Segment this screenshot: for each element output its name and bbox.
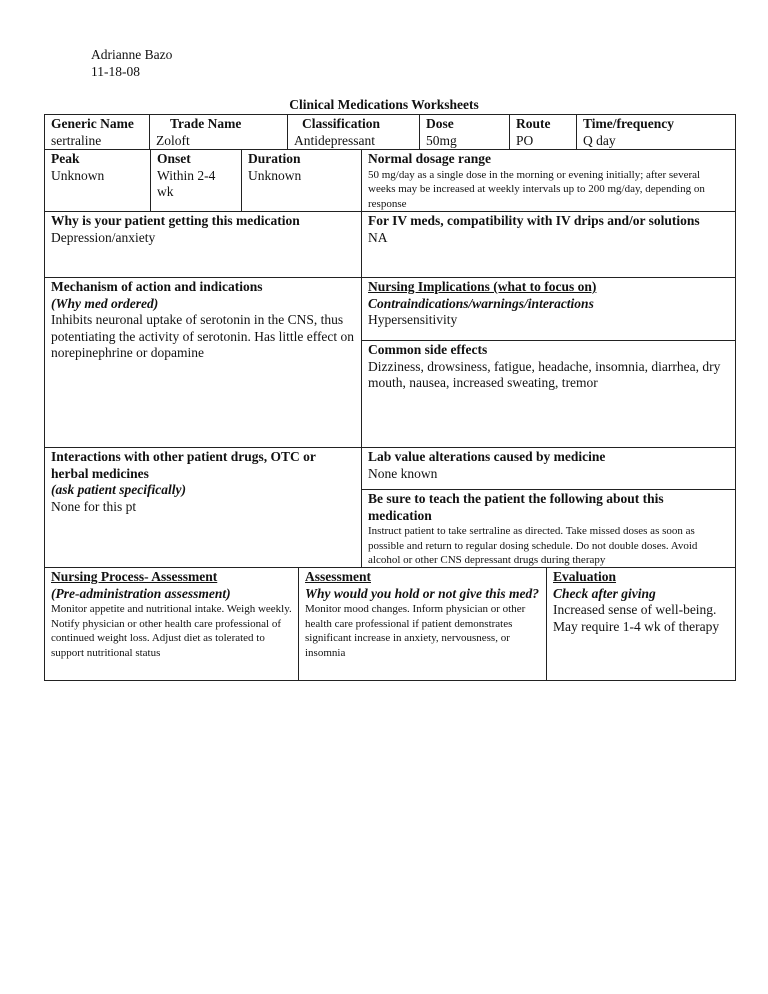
iv-compatibility-label: For IV meds, compatibility with IV drips and/or solutions: [368, 213, 700, 228]
dosage-range-label: Normal dosage range: [368, 151, 491, 166]
contraindications-cell: [361, 277, 736, 341]
lab-values-value: None known: [368, 465, 438, 481]
patient-teaching-cell: [361, 489, 736, 568]
dosage-range-cell: [361, 149, 736, 212]
side-effects-label: Common side effects: [368, 342, 488, 357]
classification-cell: [287, 114, 420, 150]
nursing-implications-label: Nursing Implications (what to focus on): [368, 279, 597, 294]
worksheet-date: 11-18-08: [91, 64, 140, 79]
drug-interactions-subtitle: (ask patient specifically): [51, 482, 186, 497]
time-frequency-value: Q day: [583, 132, 616, 148]
mechanism-value: Inhibits neuronal uptake of serotonin in the CNS, thus potentiating the activity of serotonin. Has little effect on norepinephrine or dopamine: [51, 312, 355, 360]
duration-label: Duration: [248, 151, 301, 166]
evaluation-subtitle: Check after giving: [553, 585, 656, 601]
side-effects-cell: [361, 340, 736, 448]
patient-teaching-label: Be sure to teach the patient the following about this medication: [368, 491, 664, 523]
route-label: Route: [516, 116, 551, 131]
worksheet-title: Clinical Medications Worksheets: [289, 97, 479, 112]
evaluation-cell: [546, 567, 736, 681]
trade-name-value: Zoloft: [156, 132, 190, 148]
pre-admin-subtitle: (Pre-administration assessment): [51, 585, 231, 601]
mechanism-label: Mechanism of action and indications: [51, 279, 263, 294]
lab-values-label: Lab value alterations caused by medicine: [368, 449, 606, 464]
nursing-process-label: Nursing Process- Assessment: [51, 569, 218, 584]
trade-name-label: Trade Name: [170, 116, 242, 131]
dose-value: 50mg: [426, 132, 457, 148]
iv-compatibility-value: NA: [368, 229, 388, 245]
classification-value: Antidepressant: [294, 132, 375, 148]
student-name: Adrianne Bazo: [91, 47, 173, 62]
dosage-range-value: 50 mg/day as a single dose in the morning or evening initially; after several weeks may be increased at weekly intervals up to 200 mg/day, depending on response: [368, 168, 705, 210]
drug-interactions-label: Interactions with other patient drugs, OTC or herbal medicines: [51, 449, 316, 481]
evaluation-label: Evaluation: [553, 569, 617, 584]
generic-name-cell: [44, 114, 150, 150]
mechanism-cell: [44, 277, 362, 448]
dose-cell: [419, 114, 510, 150]
peak-cell: [44, 149, 151, 212]
pre-admin-value: Monitor appetite and nutritional intake. Weigh weekly. Notify physician or other health care professional of continued weight loss. Adjust diet as tolerated to support nutritional status: [51, 603, 292, 659]
hold-subtitle: Why would you hold or not give this med?: [305, 585, 540, 601]
drug-interactions-cell: [44, 447, 362, 568]
classification-label: Classification: [302, 116, 381, 131]
reason-value: Depression/anxiety: [51, 229, 156, 245]
route-cell: [509, 114, 577, 150]
side-effects-value: Dizziness, drowsiness, fatigue, headache, insomnia, diarrhea, dry mouth, nausea, increased sweating, tremor: [368, 358, 721, 390]
peak-label: Peak: [51, 151, 80, 166]
dose-label: Dose: [426, 116, 454, 131]
contraindications-value: Hypersensitivity: [368, 312, 458, 327]
onset-label: Onset: [157, 151, 191, 166]
reason-label: Why is your patient getting this medication: [51, 213, 300, 228]
onset-cell: [150, 149, 242, 212]
duration-cell: [241, 149, 362, 212]
mechanism-subtitle: (Why med ordered): [51, 295, 159, 311]
contraindications-label: Contraindications/warnings/interactions: [368, 295, 594, 311]
route-value: PO: [516, 132, 534, 148]
drug-interactions-value: None for this pt: [51, 498, 137, 514]
generic-name-value: sertraline: [51, 132, 102, 148]
duration-value: Unknown: [248, 167, 302, 183]
hold-assessment-cell: [298, 567, 547, 681]
hold-value: Monitor mood changes. Inform physician or other health care professional if patient demonstrates significant increase in anxiety, nervousness, or insomnia: [305, 603, 526, 659]
evaluation-value: Increased sense of well-being. May require 1-4 wk of therapy: [553, 602, 720, 634]
trade-name-cell: [149, 114, 288, 150]
lab-values-cell: [361, 447, 736, 490]
pre-admin-assessment-cell: [44, 567, 299, 681]
reason-cell: [44, 211, 362, 278]
generic-name-label: Generic Name: [51, 116, 134, 131]
peak-value: Unknown: [51, 167, 105, 183]
assessment-label: Assessment: [305, 569, 371, 584]
medication-worksheet-table: [44, 114, 736, 681]
time-frequency-label: Time/frequency: [583, 116, 674, 131]
iv-compatibility-cell: [361, 211, 736, 278]
onset-value: Within 2-4 wk: [157, 167, 216, 199]
patient-teaching-value: Instruct patient to take sertraline as directed. Take missed doses as soon as possible and return to regular dosing schedule. Do not double doses. Avoid alcohol or other CNS depressant drugs during therapy: [368, 525, 698, 566]
time-frequency-cell: [576, 114, 736, 150]
